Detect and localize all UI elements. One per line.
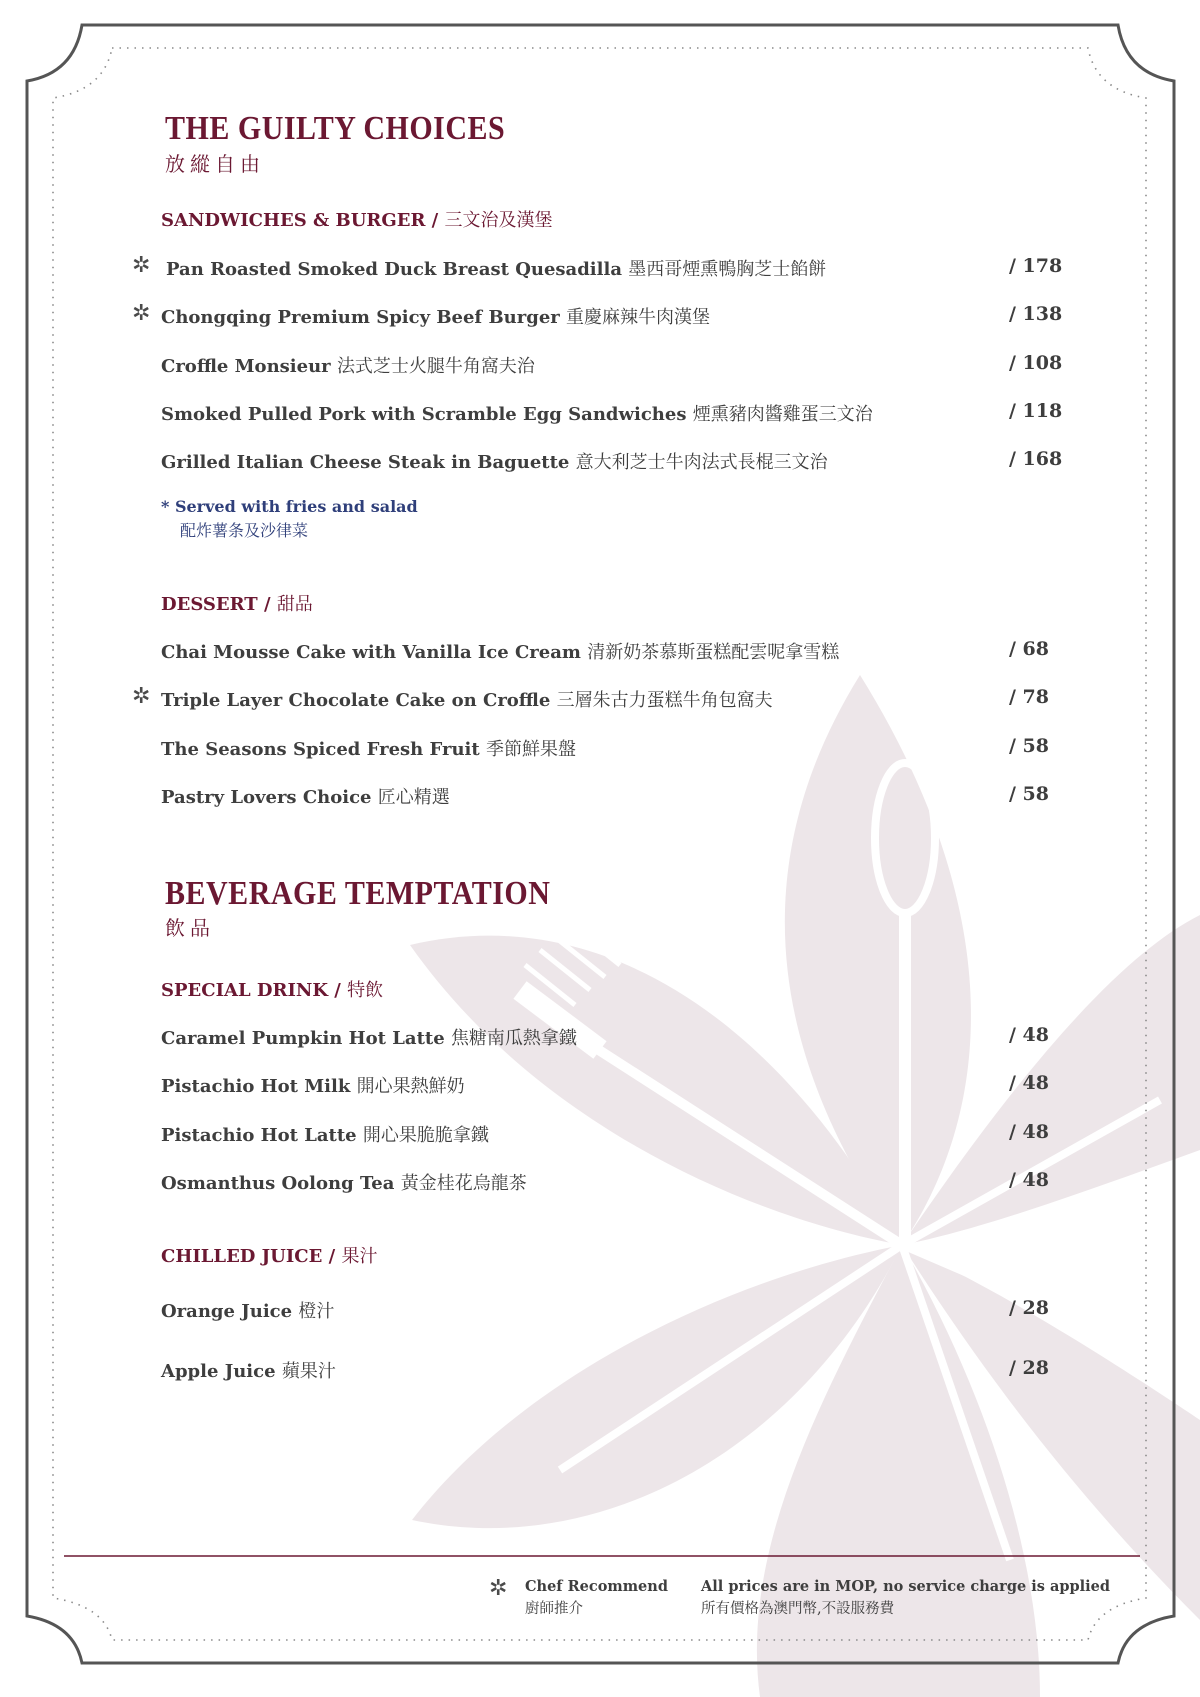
- menu-item-name-zh: 意大利芝士牛肉法式長棍三文治: [575, 452, 828, 473]
- menu-item-name: Pistachio Hot Latte: [161, 1125, 357, 1146]
- price-disclaimer-zh: 所有價格為澳門幣,不設服務費: [701, 1601, 895, 1617]
- menu-item-name: Triple Layer Chocolate Cake on Croffle: [161, 690, 551, 711]
- menu-item-price: / 58: [1009, 783, 1049, 805]
- menu-item-name: Croffle Monsieur: [161, 356, 331, 377]
- chef-recommend-star-icon: ✲: [132, 684, 151, 709]
- menu-item: [161, 735, 576, 761]
- menu-item-price: / 58: [1009, 735, 1049, 757]
- menu-item: [161, 1072, 465, 1098]
- menu-item-name-zh: 墨西哥煙熏鴨胸芝士餡餅: [628, 259, 827, 280]
- category-label-en: SPECIAL DRINK /: [161, 980, 341, 1001]
- section-title-guilty-choices: THE GUILTY CHOICES: [165, 110, 506, 147]
- menu-item-name-zh: 蘋果汁: [281, 1361, 336, 1382]
- menu-item: [161, 783, 450, 809]
- menu-item-name-zh: 季節鮮果盤: [485, 739, 576, 760]
- menu-item-name-zh: 橙汁: [298, 1301, 335, 1322]
- menu-item-price: / 108: [1009, 352, 1063, 374]
- menu-item-price: / 48: [1009, 1169, 1049, 1191]
- chef-recommend-legend-icon: ✲: [489, 1576, 508, 1601]
- category-label-zh: 特飲: [347, 980, 384, 1001]
- price-disclaimer: All prices are in MOP, no service charge is applied: [701, 1578, 1111, 1595]
- category-label-en: CHILLED JUICE /: [161, 1246, 336, 1267]
- chef-recommend-legend: Chef Recommend: [525, 1578, 668, 1595]
- menu-item-price: / 28: [1009, 1357, 1049, 1379]
- category-dessert: [161, 590, 313, 616]
- menu-item: [161, 1297, 334, 1323]
- section-title-guilty-choices-zh: 放縱自由: [165, 152, 265, 176]
- menu-item-name: Chai Mousse Cake with Vanilla Ice Cream: [161, 642, 581, 663]
- menu-item-name: Orange Juice: [161, 1301, 293, 1322]
- menu-item-name-zh: 清新奶茶慕斯蛋糕配雲呢拿雪糕: [587, 642, 840, 663]
- menu-item-name-zh: 重慶麻辣牛肉漢堡: [566, 307, 711, 328]
- menu-item: [161, 638, 839, 664]
- menu-item-name: Osmanthus Oolong Tea: [161, 1173, 395, 1194]
- menu-item: [166, 255, 826, 281]
- menu-item-name: Grilled Italian Cheese Steak in Baguette: [161, 452, 570, 473]
- category-label-zh: 甜品: [276, 594, 313, 615]
- served-with-note: * Served with fries and salad: [161, 497, 418, 516]
- category-label-en: DESSERT /: [161, 594, 271, 615]
- section-title-beverage-zh: 飲品: [165, 916, 215, 940]
- menu-item-price: / 48: [1009, 1024, 1049, 1046]
- menu-item: [161, 1169, 527, 1195]
- menu-item-name: Apple Juice: [161, 1361, 276, 1382]
- category-label-zh: 果汁: [341, 1246, 378, 1267]
- menu-item: [161, 303, 710, 329]
- menu-item-price: / 178: [1009, 255, 1063, 277]
- section-title-beverage: BEVERAGE TEMPTATION: [165, 875, 551, 912]
- menu-item-price: / 68: [1009, 638, 1049, 660]
- menu-item-price: / 28: [1009, 1297, 1049, 1319]
- menu-item: [161, 1121, 489, 1147]
- menu-item-name-zh: 匠心精選: [377, 787, 450, 808]
- menu-item-name: The Seasons Spiced Fresh Fruit: [161, 739, 480, 760]
- menu-item: [161, 686, 773, 712]
- menu-item-name-zh: 焦糖南瓜熱拿鐵: [450, 1028, 577, 1049]
- category-label-en: SANDWICHES & BURGER /: [161, 210, 439, 231]
- menu-item-name: Caramel Pumpkin Hot Latte: [161, 1028, 445, 1049]
- menu-item-name: Pan Roasted Smoked Duck Breast Quesadilla: [166, 259, 622, 280]
- menu-item-price: / 48: [1009, 1072, 1049, 1094]
- menu-item: [161, 1024, 577, 1050]
- chef-recommend-star-icon: ✲: [132, 253, 151, 278]
- menu-item-price: / 138: [1009, 303, 1063, 325]
- menu-item: [161, 1357, 336, 1383]
- menu-item-price: / 118: [1009, 400, 1063, 422]
- menu-item-name-zh: 開心果脆脆拿鐵: [362, 1125, 489, 1146]
- menu-item-name-zh: 法式芝士火腿牛角窩夫治: [336, 356, 535, 377]
- menu-item-name-zh: 開心果熱鮮奶: [356, 1076, 465, 1097]
- menu-item-price: / 48: [1009, 1121, 1049, 1143]
- menu-item-name-zh: 黃金桂花烏龍茶: [400, 1173, 527, 1194]
- category-special-drink: [161, 976, 383, 1002]
- menu-item: [161, 352, 535, 378]
- menu-item: [161, 400, 873, 426]
- menu-item-name-zh: 煙熏豬肉醬雞蛋三文治: [692, 404, 873, 425]
- chef-recommend-star-icon: ✲: [132, 301, 151, 326]
- menu-item: [161, 448, 828, 474]
- menu-item-price: / 168: [1009, 448, 1063, 470]
- menu-item-name: Chongqing Premium Spicy Beef Burger: [161, 307, 560, 328]
- served-with-note-zh: 配炸薯条及沙律菜: [180, 521, 309, 540]
- menu-item-price: / 78: [1009, 686, 1049, 708]
- menu-item-name: Pistachio Hot Milk: [161, 1076, 351, 1097]
- category-chilled-juice: [161, 1242, 377, 1268]
- category-label-zh: 三文治及漢堡: [444, 210, 553, 231]
- menu-item-name: Pastry Lovers Choice: [161, 787, 372, 808]
- category-sandwiches-burger: [161, 206, 553, 232]
- menu-item-name: Smoked Pulled Pork with Scramble Egg Sandwiches: [161, 404, 687, 425]
- menu-item-name-zh: 三層朱古力蛋糕牛角包窩夫: [556, 690, 773, 711]
- chef-recommend-legend-zh: 廚師推介: [525, 1601, 583, 1617]
